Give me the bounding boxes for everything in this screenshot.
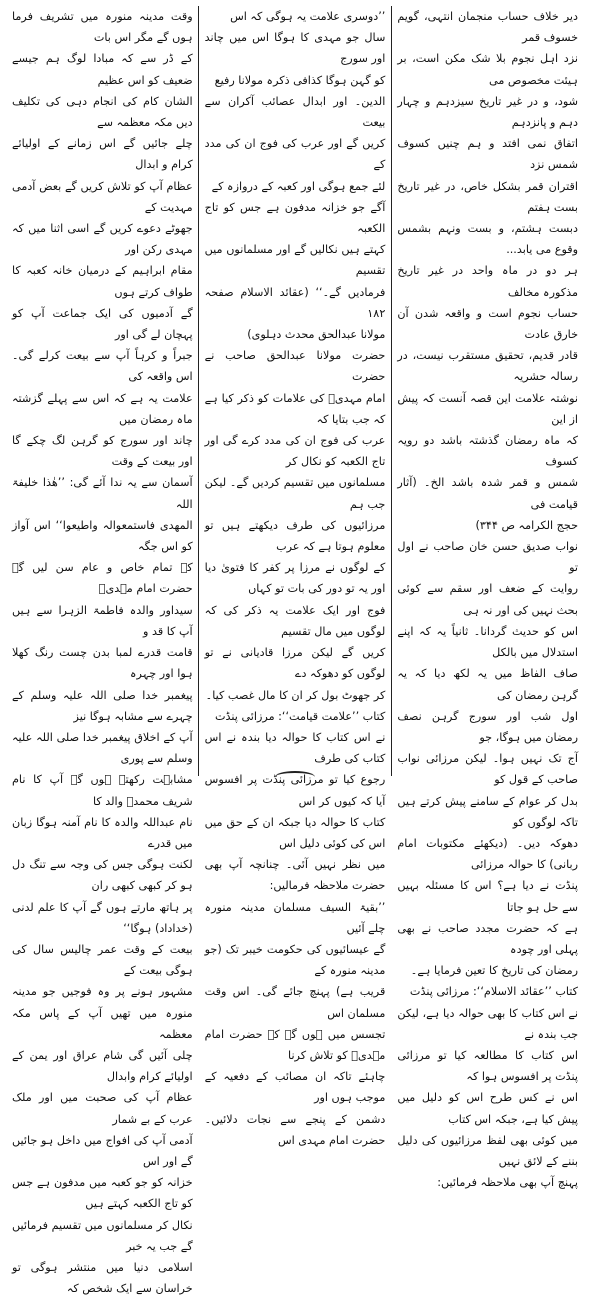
text-line: چاہئے تاکہ ان مصائب کے دفعیہ کے موجب ہوں اور [204,1070,386,1105]
text-line: مشہور ہونے پر وہ فوجیں جو مدینہ منورہ میں تھیں آپ کے پاس مکہ معظمہ [12,985,193,1041]
text-line: نواب صدیق حسن خان صاحب نے اول تو [397,540,578,575]
text-line: آج تک نہیں ہوا۔ لیکن مرزائی نواب صاحب کے قول کو [397,752,578,787]
text-line: ہے کہ حضرت مجدد صاحب نے بھی پہلی اور چودہ [397,921,578,956]
text-line: بیعت کے وقت عمر چالیس سال کی ہوگی بیعت کے [12,942,193,978]
text-line: نے اس کتاب کا بھی حوالہ دیا ہے، لیکن جب بندہ نے [397,1006,578,1041]
text-line: گے عیسائیوں کی حکومت خیبر تک (جو مدینہ منورہ کے [204,942,386,978]
text-line: تجسس میں ہوں گے کہ حضرت امام مہدیؑ کو تلاش کرنا [204,1027,386,1062]
text-line: سیداور والدہ فاطمۃ الزہرا سے ہیں آپ کا قد و [12,603,193,638]
text-line: مشابہت رکھتے ہوں گے آپ کا نام شریف محمدؐ والد کا [12,773,193,808]
text-line: خزانہ کو جو کعبہ میں مدفون ہے جس کو تاج الکعبہ کہتے ہیں [12,1176,193,1211]
text-line: ’’دوسری علامت یہ ہوگی کہ اس [230,10,386,23]
text-line: قادر قدیم، تحقیق مستقرب نیست، در رسالہ حشریہ [397,349,578,384]
text-line: ہر دو در ماہ واحد در غیر تاریخ مذکورہ مخالف [397,264,578,299]
column-divider [391,6,392,776]
text-line: امام مہدیؑ کی علامات کو ذکر کیا ہے کہ جب بتایا کہ [204,391,386,426]
text-line: آسمان سے یہ ندا آئے گی: ’’ھٰذا خلیفۃ اللہ [12,476,193,511]
text-line: کتاب ’’عقائد الاسلام‘‘: مرزائی پنڈت [409,985,578,999]
text-line: کہتے ہیں نکالیں گے اور مسلمانوں میں تقسیم [204,243,386,278]
text-line: کے ڈر سے کہ مبادا لوگ ہم جیسے ضعیف کو اس عظیم [12,52,193,87]
text-line: جھوٹے دعوے کریں گے اسی اثنا میں کہ مہدی رکن اور [12,222,193,257]
text-line: علامت یہ ہے کہ اس سے پہلے گزشتہ ماہ رمضان میں [12,391,193,426]
text-line: کے لوگوں نے مرزا پر کفر کا فتویٰ دیا اور یہ تو دور کی بات تو کہاں [204,561,386,596]
text-line: عرب کی فوج ان کی مدد کرے گی اور تاج الکعبہ کو نکال کر [204,434,386,469]
text-line: حساب نجوم است و واقعہ شدن آن خارق عادت [397,306,578,342]
text-line: اس کتاب کا مطالعہ کیا تو مرزائی پنڈت پر افسوس ہوا کہ [397,1048,578,1084]
text-line: پہنچ آپ بھی ملاحظہ فرمائیں: [437,1176,578,1190]
text-line: اس نے کس طرح اس کو دلیل میں پیش کیا ہے، جبکہ اس کتاب [397,1091,578,1126]
text-line: نے اس کتاب کا حوالہ دیا بندہ نے اس کتاب کی طرف [204,730,386,766]
text-line: دبست ہشتم، و بست ونہم بشمس وقوع می یابد... [397,222,578,257]
text-line: لکنت ہوگی جس کی وجہ سے تنگ دل ہو کر کبھی کبھی ران [12,858,193,893]
text-line: کتاب کا حوالہ دیا جبکہ ان کے حق میں اس کی کوئی دلیل اس [204,815,386,850]
text-line: دیر خلاف حساب منجمان انتہی، گویم خسوف قمر [397,10,578,45]
text-line: مقام ابراہیم کے درمیان خانہ کعبہ کا طواف کرتے ہوں [12,264,193,299]
text-line: میں کوئی بھی لفظ مرزائیوں کی دلیل بننے کے لائق نہیں [397,1133,578,1168]
text-line: میں نظر نہیں آئی۔ چنانچہ آپ بھی حضرت ملاحظہ فرمالیں: [204,858,386,893]
text-line: روایت کے ضعف اور سقم سے کوئی بحث نہیں کی اور نہ ہی [397,582,578,617]
text-line: قریب ہے) پہنچ جائے گی۔ اس وقت مسلمان اس [204,985,386,1020]
text-line: عظام آپ کی صحبت میں اور ملک عرب کے بے شمار [12,1091,193,1126]
text-line: نکال کر مسلمانوں میں تقسیم فرمائیں گے جب یہ خبر [12,1218,193,1253]
text-line: المھدی فاستمعوالہ واطیعوا‘‘ اس آواز کو اس جگہ [12,518,193,554]
text-line: مولانا عبدالحق محدث دہلوی) [247,328,386,342]
text-line: وقت مدینہ منورہ میں تشریف فرما ہوں گے مگر اس بات [12,10,193,45]
text-line: کو گہن ہوگا کذافی ذکرہ مولانا رفیع [214,73,386,87]
text-line: رمضان کی تاریخ کا تعین فرمایا ہے۔ [410,964,578,978]
text-line: کتاب ’’علامت قیامت‘‘: مرزائی پنڈت [215,709,386,723]
text-line: صاف الفاظ میں یہ لکھ دیا کہ یہ گرہن رمضان کی [397,667,578,702]
text-line: سال جو مہدی کا ہوگا اس میں چاند اور سورج [204,31,386,66]
text-line: جبراً و کرہاً آپ سے بیعت کرلے گی۔ اس واقعہ کی [12,349,193,384]
text-line: دھوکہ دیں۔ (دیکھئے مکتوبات امام ربانی) کا حوالہ مرزائی [397,836,578,872]
text-line: شود، و در غیر تاریخ سیزدہم و چہار دہم و پانزدہم [397,94,578,130]
text-line: نام عبداللہ والدہ کا نام آمنہ ہوگا زبان میں قدرے [12,815,193,850]
text-line: کے تمام خاص و عام سن لیں گے حضرت امام مہدیؑ [12,561,193,596]
text-line: الشان کام کی انجام دہی کی تکلیف دیں مکہ معظمہ سے [12,94,193,130]
text-line: شمس و قمر شدہ باشد الخ۔ (آثار قیامت فی [397,476,578,511]
text-line: چلے جائیں گے اس زمانے کے اولیائے کرام و ابدال [12,137,193,172]
text-line: اتفاق نمی افتد و ہم چنیں کسوف شمس نزد [397,137,578,172]
page-number-mark [275,771,315,783]
text-line: قامت قدرے لمبا بدن چست رنگ کھلا ہوا اور چہرہ [12,646,193,681]
text-line: ’’بقیۃ السیف مسلمان مدینہ منورہ چلے آئیں [204,900,386,935]
text-line: الدین۔ اور ابدال عصائب آکران سے بیعت [204,94,386,130]
text-line: حضرت مولانا عبدالحق صاحب نے حضرت [204,349,386,384]
text-line: فوج اور ایک علامت یہ ذکر کی کہ لوگوں میں مال تقسیم [204,603,386,638]
text-line: رجوع کیا تو مرزائی پنڈت پر افسوس آیا کہ کیوں کر اس [204,773,386,808]
text-line: آگے جو خزانہ مدفون ہے جس کو تاج الکعبہ [204,200,386,236]
text-line: بدل کر عوام کے سامنے پیش کرتے ہیں تاکہ لوگوں کو [397,794,578,829]
text-line: کر جھوٹ بول کر ان کا مال غصب کیا۔ [205,688,386,702]
text-line: کریں گے لیکن مرزا قادیانی نے تو لوگوں کو دھوکہ دے [204,646,386,681]
text-line: حجج الکرامہ ص ۳۴۴) [475,518,578,532]
text-line: اس کو حدیث گردانا۔ ثانیاً یہ کہ اپنے استدلال میں بالکل [397,624,578,660]
text-line: نوشتہ علامت این قصہ آنست کہ پیش از این [397,391,578,426]
text-line: آدمی آپ کی افواج میں داخل ہو جائیں گے اور اس [12,1133,193,1168]
text-line: آپ کے اخلاق پیغمبر خدا صلی اللہ علیہ وسلم سے پوری [12,730,193,766]
text-line: چلی آئیں گی شام عراق اور یمن کے اولیائے کرام وابدال [12,1048,193,1084]
text-line: مسلمانوں میں تقسیم کردیں گے۔ لیکن جب ہم [204,476,386,511]
text-line: لئے جمع ہوگی اور کعبہ کے دروازہ کے [211,179,386,193]
text-line: نزد اہل نجوم بلا شک مکن است، بر ہیئت مخصوص می [397,52,578,87]
text-line: پنڈت نے دیا ہے؟ اس کا مسئلہ بہیں سے حل ہو جاتا [397,879,578,914]
column-left [6,6,199,1299]
text-line: کہ ماہ رمضان گذشتہ باشد دو رویہ کسوف [397,434,578,469]
text-line: چاند اور سورج کو گرہن لگ چکے گا اور بیعت کے وقت [12,434,193,469]
text-line: اسلامی دنیا میں منتشر ہوگی تو خراسان سے ایک شخص کہ [12,1260,193,1296]
text-line: فرمادیں گے۔‘‘ (عقائد الاسلام صفحہ ۱۸۲ [204,285,386,320]
text-line: اقتران قمر بشکل خاص، در غیر تاریخ بست ہفتم [397,179,578,214]
column-divider [198,6,199,776]
text-line: پیغمبر خدا صلی اللہ علیہ وسلم کے چہرے سے مشابہ ہوگا نیز [12,688,193,723]
text-line: اول شب اور سورج گرہن نصف رمضان میں ہوگا، جو [397,709,578,744]
text-line: گے آدمیوں کی ایک جماعت آپ کو پہچان لے گی اور [12,306,193,342]
document-page [6,6,584,1296]
text-line: عظام آپ کو تلاش کریں گے بعض آدمی مہدیت کے [12,179,193,214]
column-right [391,6,584,1299]
column-middle [199,6,392,1299]
text-line: پر ہاتھ مارتے ہوں گے آپ کا علم لدنی (خداداد) ہوگا‘‘ [12,900,193,935]
text-line: مرزائیوں کی طرف دیکھتے ہیں تو معلوم ہوتا ہے کہ عرب [204,518,386,554]
text-line: دشمن کے پنجے سے نجات دلائیں۔ حضرت امام مہدی اس [204,1112,386,1147]
text-line: کریں گے اور عرب کی فوج ان کی مدد کے [204,137,386,172]
